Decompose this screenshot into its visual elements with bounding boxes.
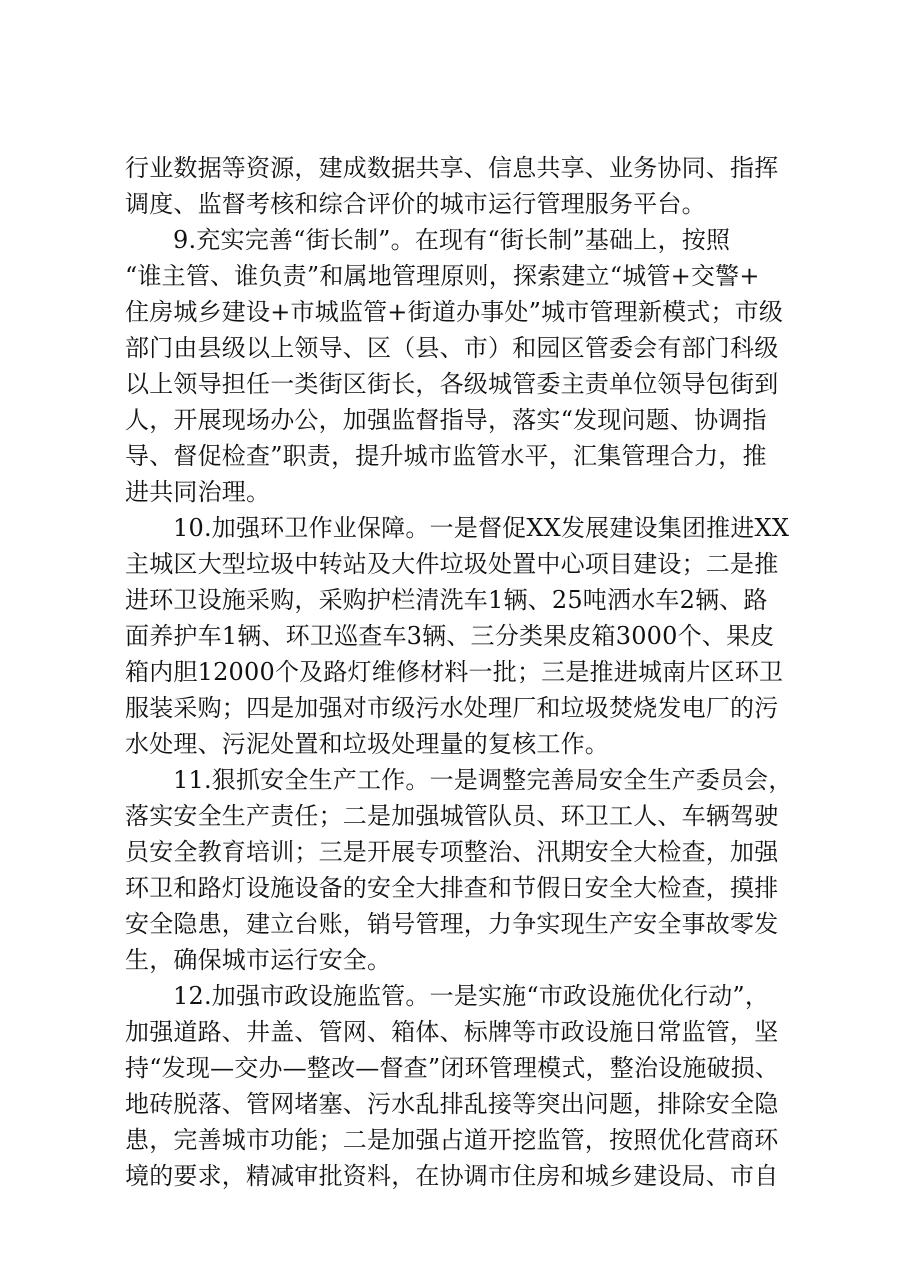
text-line: 人，开展现场办公，加强监督指导，落实“发现问题、协调指 [125, 406, 767, 434]
text-line: 持“发现—交办—整改—督查”闭环管理模式，整治设施破损、 [125, 1054, 780, 1082]
text-line: 加强道路、井盖、管网、箱体、标牌等市政设施日常监管，坚 [125, 1018, 779, 1046]
document-body [125, 150, 815, 1194]
text-line: 地砖脱落、管网堵塞、污水乱排乱接等突出问题，排除安全隐 [125, 1090, 779, 1118]
paragraph-first-line: 9.充实完善“街长制”。在现有“街长制”基础上，按照 [173, 226, 731, 254]
text-line: 导、督促检查”职责，提升城市监管水平，汇集管理合力，推 [125, 442, 767, 470]
text-line: 部门由县级以上领导、区（县、市）和园区管委会有部门科级 [125, 334, 779, 362]
text-line: 境的要求，精减审批资料，在协调市住房和城乡建设局、市自 [125, 1162, 779, 1190]
paragraph-first-line: 11.狠抓安全生产工作。一是调整完善局安全生产委员会， [173, 766, 793, 794]
text-line: 以上领导担任一类街区街长，各级城管委主责单位领导包街到 [125, 370, 779, 398]
text-line: 服装采购；四是加强对市级污水处理厂和垃圾焚烧发电厂的污 [125, 694, 779, 722]
text-line: 面养护车1辆、环卫巡查车3辆、三分类果皮箱3000个、果皮 [125, 622, 775, 650]
text-line: 环卫和路灯设施设备的安全大排查和节假日安全大检查，摸排 [125, 874, 779, 902]
text-line: 水处理、污泥处置和垃圾处理量的复核工作。 [125, 730, 609, 758]
text-line: “谁主管、谁负责”和属地管理原则，探索建立“城管+交警+ [125, 262, 760, 290]
text-line: 调度、监督考核和综合评价的城市运行管理服务平台。 [125, 190, 706, 218]
text-line: 安全隐患，建立台账，销号管理，力争实现生产安全事故零发 [125, 910, 779, 938]
text-line: 患，完善城市功能；二是加强占道开挖监管，按照优化营商环 [125, 1126, 779, 1154]
text-line: 生，确保城市运行安全。 [125, 946, 392, 974]
text-line: 行业数据等资源，建成数据共享、信息共享、业务协同、指挥 [125, 154, 779, 182]
paragraph-first-line: 10.加强环卫作业保障。一是督促XX发展建设集团推进XX [173, 514, 790, 542]
paragraph-first-line: 12.加强市政设施监管。一是实施“市政设施优化行动”， [173, 982, 770, 1010]
text-line: 住房城乡建设+市城监管+街道办事处”城市管理新模式；市级 [125, 298, 784, 326]
text-line: 落实安全生产责任；二是加强城管队员、环卫工人、车辆驾驶 [125, 802, 779, 830]
text-line: 员安全教育培训；三是开展专项整治、汛期安全大检查，加强 [125, 838, 779, 866]
text-line: 进环卫设施采购，采购护栏清洗车1辆、25吨洒水车2辆、路 [125, 586, 768, 614]
text-line: 箱内胆12000个及路灯维修材料一批；三是推进城南片区环卫 [125, 658, 784, 686]
text-line: 进共同治理。 [125, 478, 271, 506]
text-line: 主城区大型垃圾中转站及大件垃圾处置中心项目建设；二是推 [125, 550, 779, 578]
